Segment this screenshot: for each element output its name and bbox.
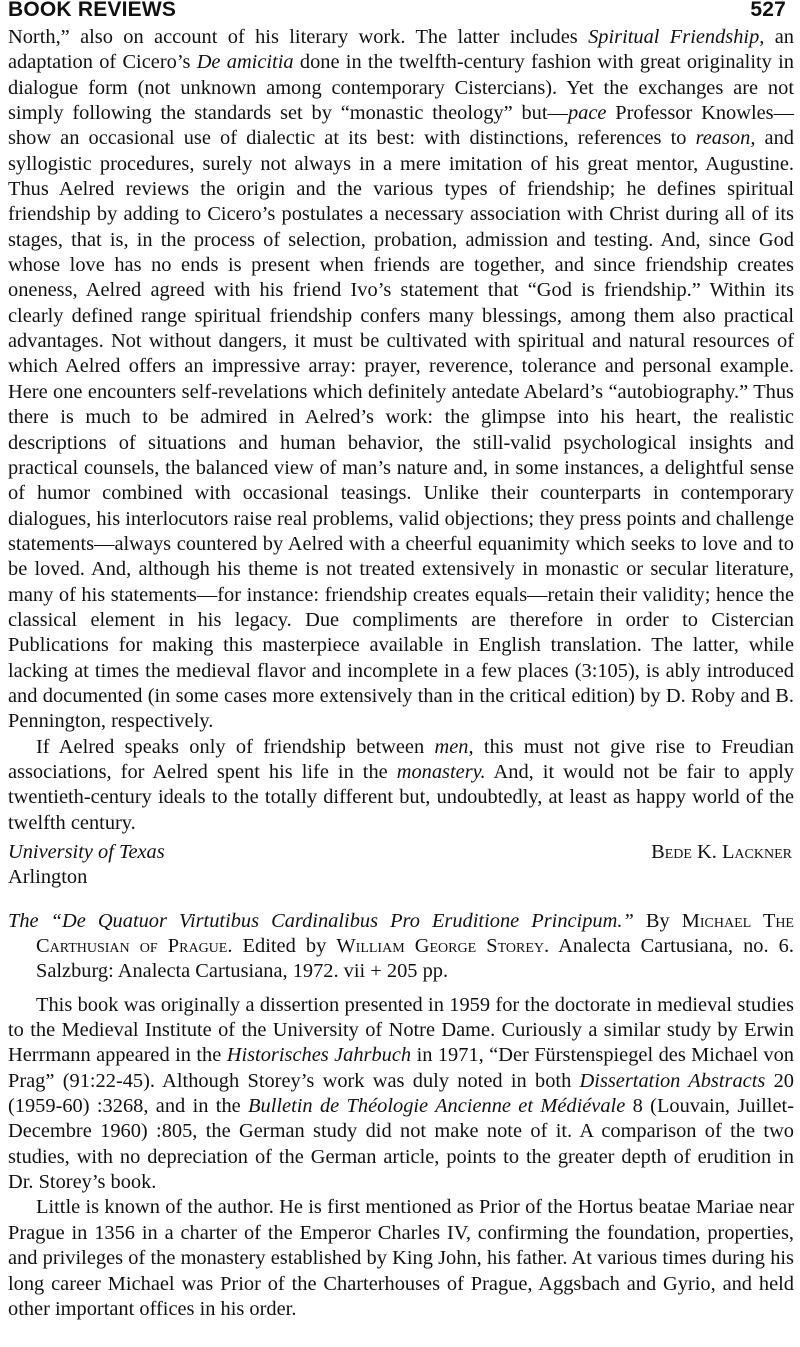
- text-run: Spiritual Friendship,: [588, 26, 765, 48]
- text-run: By: [633, 909, 682, 932]
- text-run: 20 (1959-60) :3268, and in the: [8, 1069, 794, 1118]
- page-number: 527: [750, 0, 786, 21]
- text-run: pace: [567, 102, 607, 125]
- review1-paragraph-2: [8, 735, 794, 836]
- review-aelred: [8, 25, 794, 891]
- text-run: this must not give rise to Freudian associations, for Aelred spent his life in the: [8, 735, 794, 783]
- text-run: Bulletin de Théologie Ancienne et Médiévale: [248, 1095, 626, 1118]
- text-run: monastery.: [396, 760, 486, 783]
- text-run: an adaptation of Cicero’s: [8, 26, 795, 74]
- book-citation: [8, 909, 794, 985]
- text-run: Michael The Carthusian of Prague.: [36, 909, 794, 958]
- text-run: Dissertation Abstracts: [579, 1069, 766, 1092]
- text-run: And, it would not be fair to apply twentieth-century ideals to the totally different but, undoubtedly, at least as happy world of the twelfth century.: [8, 760, 794, 834]
- text-run: men,: [434, 735, 474, 758]
- section-title: BOOK REVIEWS: [8, 0, 177, 21]
- review-michael-carthusian: [8, 909, 794, 1323]
- text-run: and syllogistic procedures, surely not always in a mere imitation of his great mentor, Augustine. Thus Aelred reviews the origin and the various types of friendship; he defines spiritual friendship by adding to Cicero’s postulates a necessary association with Christ during all of its stages, that is, in the process of selection, probation, admission and testing. And, since God whose love has no ends is present when friends are together, and since friendship creates oneness, Aelred agreed with his friend Ivo’s statement that “God is friendship.” Within its clearly defined range spiritual friendship confers many blessings, among them also practical advantages. Not without dangers, it must be cultivated with spiritual and natural resources of which Aelred offers an impressive array: prayer, reverence, tolerance and personal example. Here one encounters self-revelations which definitely antedate Abelard’s “autobiography.” Thus there is much to be admired in Aelred’s work: the glimpse into his heart, the realistic descriptions of situations and human behavior, the still-valid psychological insights and practical counsels, the balanced view of man’s nature and, in some instances, a delightful sense of humor combined with occasional teasings. Unlike their counterparts in contemporary dialogues, his interlocutors raise real problems, valid objections; they press points and challenge statements—always countered by Aelred with a cheerful equanimity which seeks to love and to be loved. And, although his theme is not treated extensively in monastic or secular literature, many of his statements—for instance: friendship creates equals—retain their validity; hence the classical element in his legacy. Due compliments are therefore in order to Cistercian Publications for making this masterpiece available in English translation. The latter, while lacking at times the medieval flavor and incomplete in a few places (3:105), is ably introduced and documented (in some cases more extensively than in the critical edition) by D. Roby and B. Pennington, respectively.: [8, 127, 794, 733]
- text-run: done in the twelfth-century fashion with great originality in dialogue form (not unknown among contemporary Cistercians). Yet the exchanges are not simply following the standards set by “monastic theology” but—: [8, 51, 794, 125]
- text-run: Little is known of the author. He is first mentioned as Prior of the Hortus beatae Mariae near Prague in 1356 in a charter of the Emperor Charles IV, confirming the foundation, properties, and privileges of the monastery established by King John, his father. At various times during his long career Michael was Prior of the Charterhouses of Prague, Aggsbach and Gyrio, and held other important offices in his order.: [8, 1196, 794, 1320]
- reviewer-city: Arlington: [8, 866, 88, 889]
- text-run: 8 (Louvain, Juillet-Decembre 1960) :805, the German study did not make note of it. A comparison of the two studies, with no depreciation of the German article, points to the greater depth of erudition in Dr. Storey’s book.: [8, 1095, 794, 1194]
- text-run: This book was originally a dissertion presented in 1959 for the doctorate in medieval studies to the Medieval Institute of the University of Notre Dame. Curiously a similar study by Erwin Herrmann appeared in the: [8, 993, 794, 1067]
- text-run: Historisches Jahrbuch: [226, 1044, 412, 1067]
- text-run: Professor Knowles—show an occasional use of dialectic at its best: with distinctions, references to: [8, 102, 795, 150]
- text-run: De amicitia: [196, 51, 294, 74]
- running-head: [8, 0, 794, 25]
- reviewer-institution: University of Texas: [8, 841, 165, 863]
- review1-signature: [8, 840, 794, 865]
- text-run: North,” also on account of his literary work. The latter includes: [8, 26, 589, 48]
- text-run: Analecta Cartusiana, no. 6. Salzburg: Analecta Cartusiana, 1972. vii + 205 pp.: [36, 935, 794, 983]
- reviewer-name: Bede K. Lackner: [651, 841, 792, 863]
- text-run: William George Storey.: [336, 935, 550, 958]
- text-run: The “De Quatuor Virtutibus Cardinalibus Pro Eruditione Principum.”: [8, 909, 634, 932]
- text-run: Edited by: [232, 935, 337, 958]
- text-run: reason,: [695, 127, 756, 150]
- text-run: If Aelred speaks only of friendship between: [36, 735, 435, 758]
- text-run: in 1971, “Der Fürstenspiegel des Michael von Prag” (91:22-45). Although Storey’s work was duly noted in both: [8, 1044, 794, 1092]
- review2-paragraph-1: [8, 993, 794, 1196]
- review2-paragraph-2: [8, 1195, 794, 1322]
- review1-paragraph-1: [8, 25, 794, 735]
